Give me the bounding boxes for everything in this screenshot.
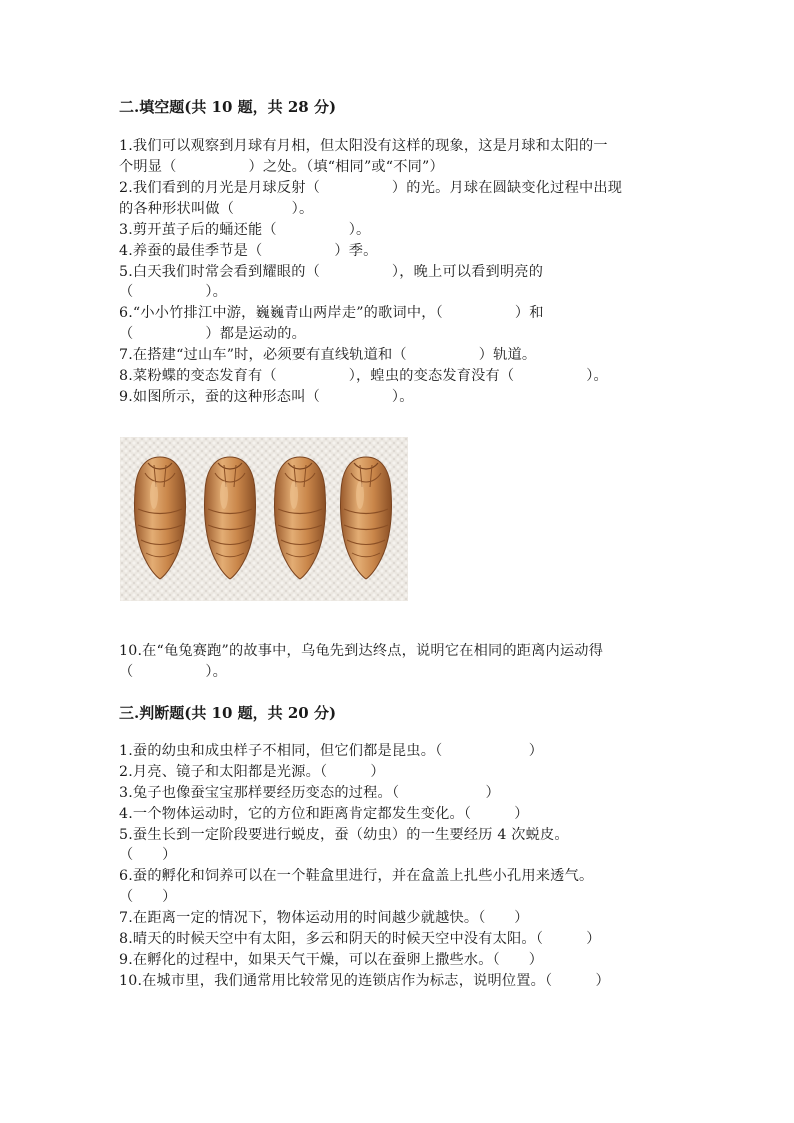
q2-line-9: 6.“小小竹排江中游，巍巍青山两岸走”的歌词中，（ ）和	[119, 305, 544, 321]
q3-line-9: 7.在距离一定的情况下，物体运动用的时间越少就越快。（ ）	[119, 910, 529, 926]
q3-line-6: （ ）	[119, 847, 177, 863]
q2-line-4: 的各种形状叫做（ ）。	[119, 201, 314, 217]
q3-line-12: 10.在城市里，我们通常用比较常见的连锁店作为标志，说明位置。（ ）	[119, 973, 610, 989]
q2-line-12: 8.菜粉蝶的变态发育有（ ），蝗虫的变态发育没有（ ）。	[119, 368, 608, 384]
section-3-title: 三.判断题(共 10 题，共 20 分)	[119, 704, 337, 722]
q2-line-15: （ ）。	[119, 664, 228, 680]
q2-line-13: 9.如图所示，蚕的这种形态叫（ ）。	[119, 389, 414, 405]
q2-line-14: 10.在“龟兔赛跑”的故事中，乌龟先到达终点，说明它在相同的距离内运动得	[119, 643, 604, 659]
q2-line-5: 3.剪开茧子后的蛹还能（ ）。	[119, 222, 371, 238]
q3-line-5: 5.蚕生长到一定阶段要进行蜕皮，蚕（幼虫）的一生要经历 4 次蜕皮。	[119, 827, 569, 843]
q3-line-8: （ ）	[119, 889, 177, 905]
q3-line-4: 4.一个物体运动时，它的方位和距离肯定都发生变化。（ ）	[119, 806, 529, 822]
q2-line-11: 7.在搭建“过山车”时，必须要有直线轨道和（ ）轨道。	[119, 347, 537, 363]
q3-line-7: 6.蚕的孵化和饲养可以在一个鞋盒里进行，并在盒盖上扎些小孔用来透气。	[119, 868, 594, 884]
q2-line-8: （ ）。	[119, 284, 228, 300]
q2-line-2: 个明显（ ）之处。（填“相同”或“不同”）	[119, 159, 444, 175]
q3-line-2: 2.月亮、镜子和太阳都是光源。（ ）	[119, 764, 385, 780]
q2-line-10: （ ）都是运动的。	[119, 326, 307, 342]
q3-line-10: 8.晴天的时候天空中有太阳，多云和阴天的时候天空中没有太阳。（ ）	[119, 931, 601, 947]
silkworm-pupae-figure	[120, 437, 408, 601]
q3-line-3: 3.兔子也像蚕宝宝那样要经历变态的过程。（ ）	[119, 785, 500, 801]
q3-line-11: 9.在孵化的过程中，如果天气干燥，可以在蚕卵上撒些水。（ ）	[119, 952, 544, 968]
q2-line-1: 1.我们可以观察到月球有月相，但太阳没有这样的现象，这是月球和太阳的一	[119, 138, 608, 154]
section-2-title: 二.填空题(共 10 题，共 28 分)	[119, 98, 337, 116]
pupae-illustration	[120, 437, 408, 601]
q2-line-7: 5.白天我们时常会看到耀眼的（ ），晚上可以看到明亮的	[119, 264, 544, 280]
q2-line-6: 4.养蚕的最佳季节是（ ）季。	[119, 243, 378, 259]
q2-line-3: 2.我们看到的月光是月球反射（ ）的光。月球在圆缺变化过程中出现	[119, 180, 623, 196]
q3-line-1: 1.蚕的幼虫和成虫样子不相同，但它们都是昆虫。（ ）	[119, 743, 544, 759]
